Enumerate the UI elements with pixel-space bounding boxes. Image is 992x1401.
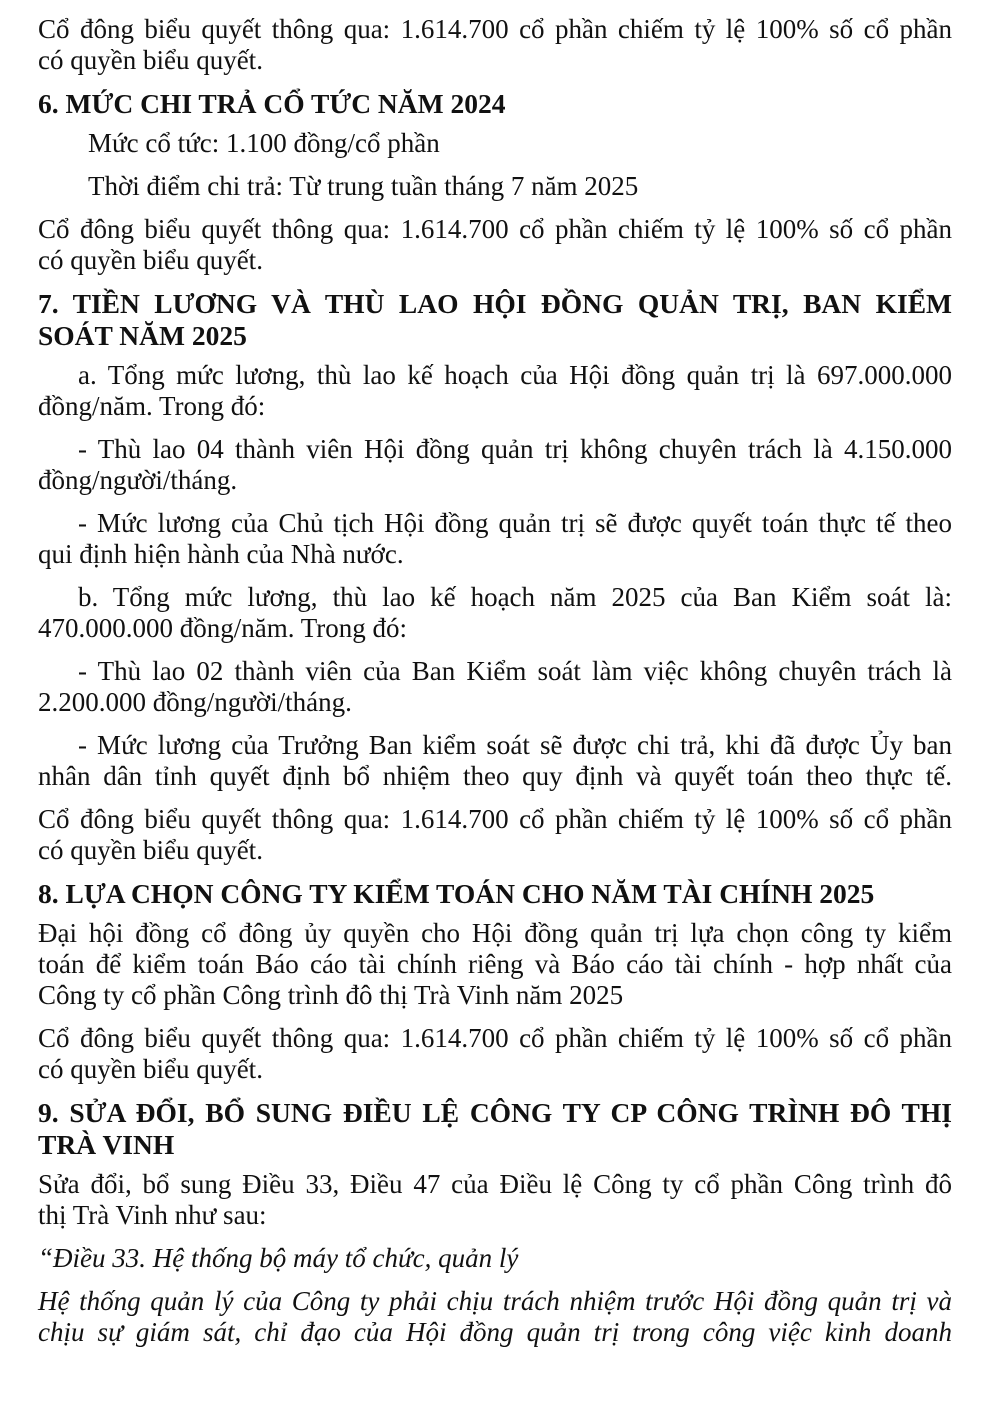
text-line: Thời điểm chi trả: Từ trung tuần tháng 7 năm 2025	[88, 171, 639, 201]
text-line: toán để kiểm toán Báo cáo tài chính riêng và Báo cáo tài chính - hợp nhất của	[38, 949, 952, 979]
heading-line: 9. SỬA ĐỔI, BỔ SUNG ĐIỀU LỆ CÔNG TY CP CÔNG TRÌNH ĐÔ THỊ	[38, 1097, 952, 1128]
section-7-heading	[38, 288, 952, 352]
section-8-heading	[38, 878, 952, 910]
text-line: chịu sự giám sát, chỉ đạo của Hội đồng quản trị trong công việc kinh doanh	[38, 1317, 952, 1347]
text-line: Đại hội đồng cổ đông ủy quyền cho Hội đồng quản trị lựa chọn công ty kiểm	[38, 918, 952, 948]
board-members-pay	[38, 434, 952, 496]
chairman-salary	[38, 508, 952, 570]
text-line: a. Tổng mức lương, thù lao kế hoạch của Hội đồng quản trị là 697.000.000	[78, 360, 952, 390]
text-line: thị Trà Vinh như sau:	[38, 1200, 267, 1230]
heading-line: 6. MỨC CHI TRẢ CỔ TỨC NĂM 2024	[38, 88, 506, 119]
heading-line: TRÀ VINH	[38, 1129, 175, 1160]
vote-paragraph-4	[38, 1023, 952, 1085]
text-line: có quyền biểu quyết.	[38, 245, 263, 275]
text-line: có quyền biểu quyết.	[38, 1054, 263, 1084]
text-line: - Mức lương của Chủ tịch Hội đồng quản trị sẽ được quyết toán thực tế theo	[78, 508, 952, 538]
payment-time	[38, 171, 952, 202]
article-33-body	[38, 1286, 952, 1348]
text-line: Sửa đổi, bổ sung Điều 33, Điều 47 của Điều lệ Công ty cổ phần Công trình đô	[38, 1169, 952, 1199]
text-line: Cổ đông biểu quyết thông qua: 1.614.700 cổ phần chiếm tỷ lệ 100% số cổ phần	[38, 804, 952, 834]
text-line: đồng/người/tháng.	[38, 465, 238, 495]
vote-paragraph-1	[38, 14, 952, 76]
vote-paragraph-2	[38, 214, 952, 276]
text-line: Cổ đông biểu quyết thông qua: 1.614.700 cổ phần chiếm tỷ lệ 100% số cổ phần	[38, 14, 952, 44]
heading-line: 7. TIỀN LƯƠNG VÀ THÙ LAO HỘI ĐỒNG QUẢN TRỊ, BAN KIỂM	[38, 288, 952, 319]
text-line: 2.200.000 đồng/người/tháng.	[38, 687, 352, 717]
text-line: - Mức lương của Trưởng Ban kiểm soát sẽ được chi trả, khi đã được Ủy ban	[78, 730, 952, 760]
supervisory-members-pay	[38, 656, 952, 718]
text-line: “Điều 33. Hệ thống bộ máy tổ chức, quản lý	[38, 1243, 519, 1273]
text-line: - Thù lao 04 thành viên Hội đồng quản trị không chuyên trách là 4.150.000	[78, 434, 952, 464]
section-9-heading	[38, 1097, 952, 1161]
text-line: b. Tổng mức lương, thù lao kế hoạch năm 2025 của Ban Kiểm soát là:	[78, 582, 952, 612]
charter-amendment-paragraph	[38, 1169, 952, 1231]
vote-paragraph-3	[38, 804, 952, 866]
text-line: Cổ đông biểu quyết thông qua: 1.614.700 cổ phần chiếm tỷ lệ 100% số cổ phần	[38, 1023, 952, 1053]
text-line: Cổ đông biểu quyết thông qua: 1.614.700 cổ phần chiếm tỷ lệ 100% số cổ phần	[38, 214, 952, 244]
text-line: Công ty cổ phần Công trình đô thị Trà Vinh năm 2025	[38, 980, 624, 1010]
supervisory-head-salary	[38, 730, 952, 792]
text-line: có quyền biểu quyết.	[38, 45, 263, 75]
text-line: qui định hiện hành của Nhà nước.	[38, 539, 404, 569]
section-6-heading	[38, 88, 952, 120]
heading-line: SOÁT NĂM 2025	[38, 320, 247, 351]
text-line: 470.000.000 đồng/năm. Trong đó:	[38, 613, 408, 643]
text-line: có quyền biểu quyết.	[38, 835, 263, 865]
text-line: nhân dân tỉnh quyết định bổ nhiệm theo quy định và quyết toán theo thực tế.	[38, 761, 952, 791]
board-salary-paragraph	[38, 360, 952, 422]
dividend-rate	[38, 128, 952, 159]
article-33-title	[38, 1243, 952, 1274]
text-line: Mức cổ tức: 1.100 đồng/cổ phần	[88, 128, 440, 158]
text-line: - Thù lao 02 thành viên của Ban Kiểm soát làm việc không chuyên trách là	[78, 656, 952, 686]
auditor-selection-paragraph	[38, 918, 952, 1011]
heading-line: 8. LỰA CHỌN CÔNG TY KIỂM TOÁN CHO NĂM TÀI CHÍNH 2025	[38, 878, 875, 909]
supervisory-salary-paragraph	[38, 582, 952, 644]
text-line: Hệ thống quản lý của Công ty phải chịu trách nhiệm trước Hội đồng quản trị và	[38, 1286, 952, 1316]
text-line: đồng/năm. Trong đó:	[38, 391, 266, 421]
